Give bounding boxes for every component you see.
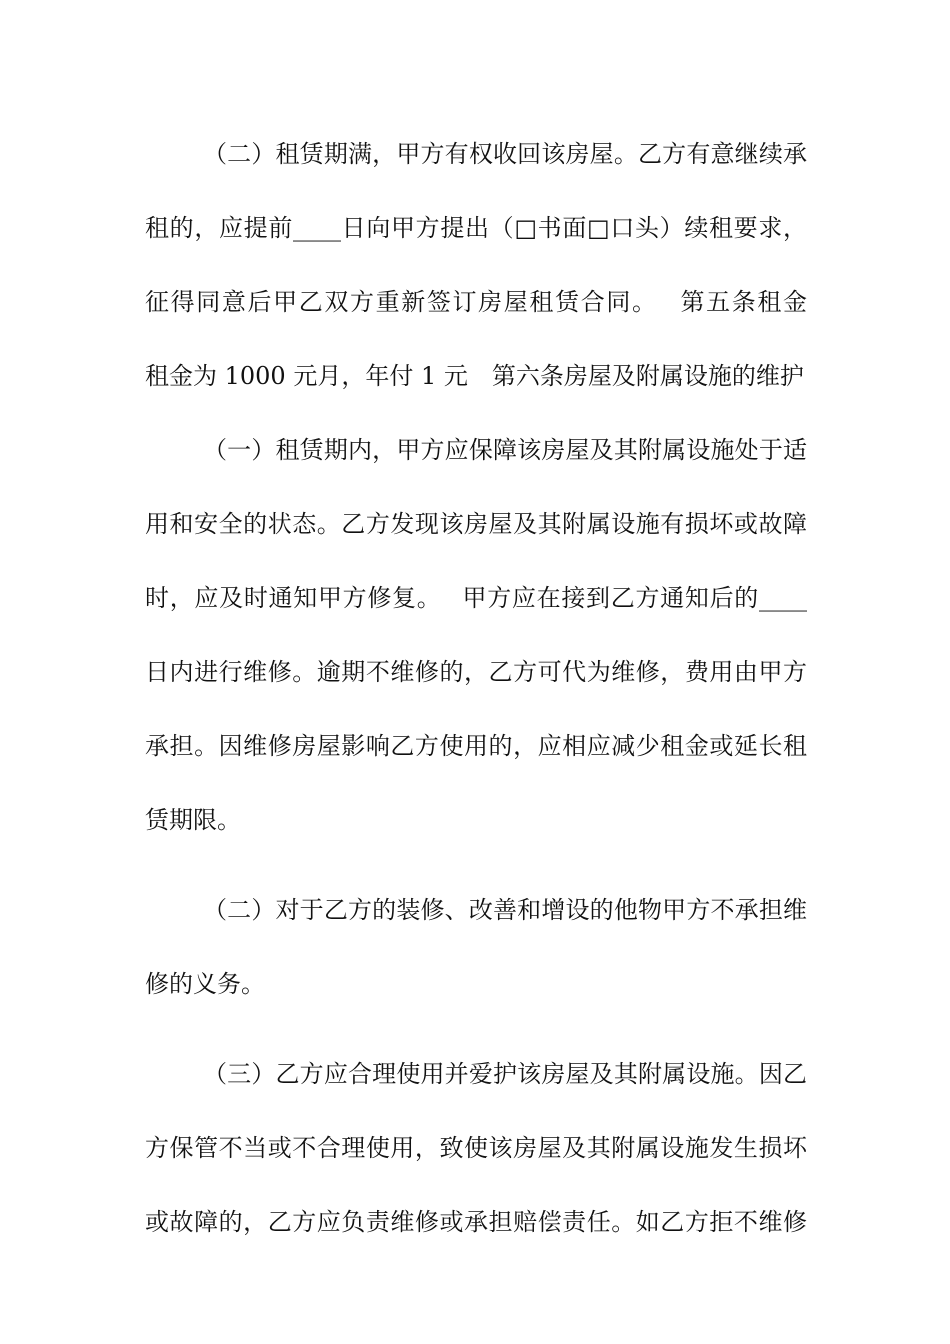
text-line: 租的，应提前____日向甲方提出（□书面□口头）续租要求， (145, 214, 807, 242)
text-line: （二）租赁期满，甲方有权收回该房屋。乙方有意继续承 (203, 140, 807, 168)
text-line: 日内进行维修。逾期不维修的，乙方可代为维修，费用由甲方 (145, 658, 807, 686)
text-line: （二）对于乙方的装修、改善和增设的他物甲方不承担维 (203, 896, 807, 924)
text-line: 征得同意后甲乙双方重新签订房屋租赁合同。 第五条租金 (145, 288, 807, 316)
paragraph-maintenance-1 (145, 424, 807, 868)
paragraph-gap (145, 1032, 807, 1048)
document-body (145, 128, 807, 1270)
text-line: 租金为 1000 元月，年付 1 元 第六条房屋及附属设施的维护 (145, 362, 804, 390)
text-line: 承担。因维修房屋影响乙方使用的，应相应减少租金或延长租 (145, 732, 807, 760)
paragraph-gap (145, 868, 807, 884)
text-line: 赁期限。 (145, 806, 241, 834)
paragraph-maintenance-2 (145, 884, 807, 1032)
text-line: 或故障的，乙方应负责维修或承担赔偿责任。如乙方拒不维修 (145, 1208, 807, 1236)
paragraph-lease-expiry (145, 128, 807, 424)
text-line: （三）乙方应合理使用并爱护该房屋及其附属设施。因乙 (203, 1060, 807, 1088)
text-line: 时，应及时通知甲方修复。 甲方应在接到乙方通知后的____ (145, 584, 807, 612)
text-line: 用和安全的状态。乙方发现该房屋及其附属设施有损坏或故障 (145, 510, 807, 538)
text-line: 修的义务。 (145, 970, 265, 998)
paragraph-maintenance-3 (145, 1048, 807, 1270)
text-line: （一）租赁期内，甲方应保障该房屋及其附属设施处于适 (203, 436, 807, 464)
text-line: 方保管不当或不合理使用，致使该房屋及其附属设施发生损坏 (145, 1134, 807, 1162)
